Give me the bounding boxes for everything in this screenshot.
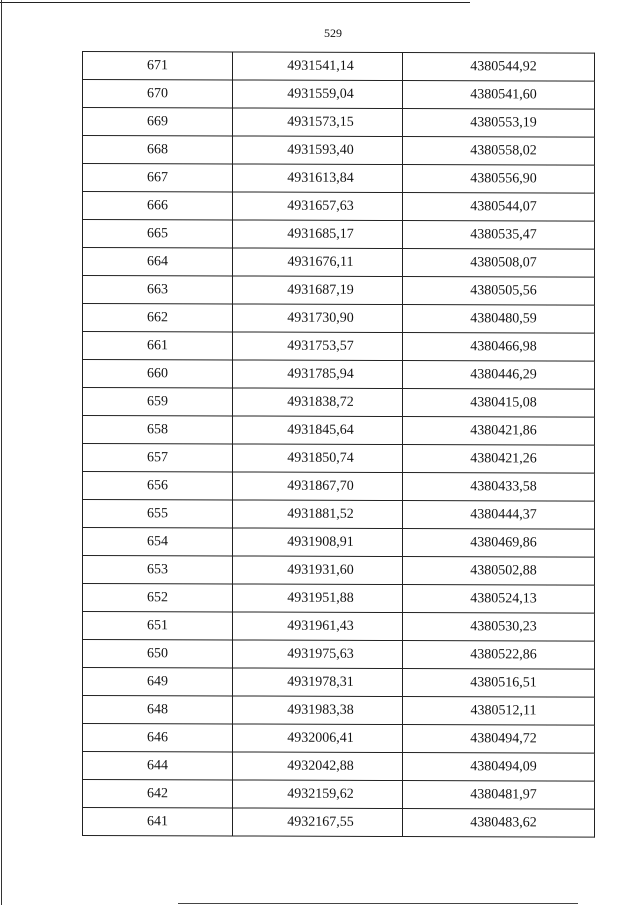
y-coordinate-cell: 4380508,07 [403,249,595,278]
table-row [83,108,595,138]
x-coordinate-cell: 4931983,38 [233,696,403,725]
x-coordinate-cell: 4931593,40 [233,136,403,165]
table-row [83,360,595,390]
x-coordinate-cell: 4931613,84 [233,164,403,193]
table-row [83,724,595,754]
y-coordinate-cell: 4380444,37 [403,501,595,530]
point-number-cell: 644 [83,752,233,780]
x-coordinate-cell: 4931881,52 [233,500,403,529]
table-row [83,472,595,502]
point-number-cell: 651 [83,612,233,640]
page-number: 529 [324,26,342,40]
point-number-cell: 653 [83,556,233,584]
point-number-cell: 652 [83,584,233,612]
point-number-cell: 657 [83,444,233,472]
y-coordinate-cell: 4380483,62 [403,809,595,838]
coordinates-table-container [82,51,594,838]
point-number-cell: 658 [83,416,233,444]
y-coordinate-cell: 4380524,13 [403,585,595,614]
y-coordinate-cell: 4380522,86 [403,641,595,670]
point-number-cell: 664 [83,248,233,276]
bottom-edge-rule [178,903,578,904]
x-coordinate-cell: 4931541,14 [233,52,403,81]
point-number-cell: 656 [83,472,233,500]
point-number-cell: 660 [83,360,233,388]
y-coordinate-cell: 4380494,72 [403,725,595,754]
coordinates-table-body [83,52,595,838]
table-row [83,220,595,250]
x-coordinate-cell: 4931867,70 [233,472,403,501]
point-number-cell: 662 [83,304,233,332]
table-row [83,780,595,810]
y-coordinate-cell: 4380535,47 [403,221,595,250]
y-coordinate-cell: 4380516,51 [403,669,595,698]
table-row [83,304,595,334]
table-row [83,248,595,278]
table-row [83,528,595,558]
table-row [83,136,595,166]
y-coordinate-cell: 4380505,56 [403,277,595,306]
x-coordinate-cell: 4931850,74 [233,444,403,473]
point-number-cell: 646 [83,724,233,752]
point-number-cell: 642 [83,780,233,808]
table-row [83,332,595,362]
coordinates-table [82,51,595,838]
x-coordinate-cell: 4932006,41 [233,724,403,753]
top-edge-rule [0,2,470,3]
x-coordinate-cell: 4931978,31 [233,668,403,697]
y-coordinate-cell: 4380512,11 [403,697,595,726]
table-row [83,52,595,82]
point-number-cell: 659 [83,388,233,416]
point-number-cell: 665 [83,220,233,248]
x-coordinate-cell: 4932042,88 [233,752,403,781]
y-coordinate-cell: 4380541,60 [403,81,595,110]
x-coordinate-cell: 4931559,04 [233,80,403,109]
x-coordinate-cell: 4931676,11 [233,248,403,277]
y-coordinate-cell: 4380421,26 [403,445,595,474]
x-coordinate-cell: 4931730,90 [233,304,403,333]
x-coordinate-cell: 4931845,64 [233,416,403,445]
point-number-cell: 654 [83,528,233,556]
x-coordinate-cell: 4931908,91 [233,528,403,557]
y-coordinate-cell: 4380556,90 [403,165,595,194]
y-coordinate-cell: 4380415,08 [403,389,595,418]
point-number-cell: 669 [83,108,233,136]
table-row [83,500,595,530]
point-number-cell: 661 [83,332,233,360]
y-coordinate-cell: 4380544,92 [403,53,595,82]
table-row [83,808,595,838]
y-coordinate-cell: 4380446,29 [403,361,595,390]
table-row [83,164,595,194]
point-number-cell: 648 [83,696,233,724]
x-coordinate-cell: 4932167,55 [233,808,403,837]
point-number-cell: 655 [83,500,233,528]
x-coordinate-cell: 4931687,19 [233,276,403,305]
y-coordinate-cell: 4380530,23 [403,613,595,642]
x-coordinate-cell: 4931753,57 [233,332,403,361]
y-coordinate-cell: 4380421,86 [403,417,595,446]
y-coordinate-cell: 4380433,58 [403,473,595,502]
x-coordinate-cell: 4931838,72 [233,388,403,417]
x-coordinate-cell: 4931785,94 [233,360,403,389]
y-coordinate-cell: 4380494,09 [403,753,595,782]
table-row [83,276,595,306]
table-row [83,668,595,698]
table-row [83,584,595,614]
table-row [83,444,595,474]
point-number-cell: 650 [83,640,233,668]
left-edge-rule [1,0,2,905]
table-row [83,416,595,446]
y-coordinate-cell: 4380480,59 [403,305,595,334]
x-coordinate-cell: 4931961,43 [233,612,403,641]
point-number-cell: 666 [83,192,233,220]
y-coordinate-cell: 4380502,88 [403,557,595,586]
x-coordinate-cell: 4931951,88 [233,584,403,613]
y-coordinate-cell: 4380481,97 [403,781,595,810]
table-row [83,640,595,670]
table-row [83,556,595,586]
point-number-cell: 670 [83,80,233,108]
x-coordinate-cell: 4931657,63 [233,192,403,221]
y-coordinate-cell: 4380466,98 [403,333,595,362]
x-coordinate-cell: 4931685,17 [233,220,403,249]
table-row [83,80,595,110]
y-coordinate-cell: 4380553,19 [403,109,595,138]
point-number-cell: 641 [83,808,233,836]
x-coordinate-cell: 4931573,15 [233,108,403,137]
table-row [83,388,595,418]
point-number-cell: 667 [83,164,233,192]
table-row [83,696,595,726]
table-row [83,752,595,782]
point-number-cell: 668 [83,136,233,164]
x-coordinate-cell: 4931931,60 [233,556,403,585]
table-row [83,612,595,642]
x-coordinate-cell: 4932159,62 [233,780,403,809]
point-number-cell: 671 [83,52,233,80]
point-number-cell: 663 [83,276,233,304]
y-coordinate-cell: 4380544,07 [403,193,595,222]
y-coordinate-cell: 4380558,02 [403,137,595,166]
point-number-cell: 649 [83,668,233,696]
x-coordinate-cell: 4931975,63 [233,640,403,669]
table-row [83,192,595,222]
y-coordinate-cell: 4380469,86 [403,529,595,558]
